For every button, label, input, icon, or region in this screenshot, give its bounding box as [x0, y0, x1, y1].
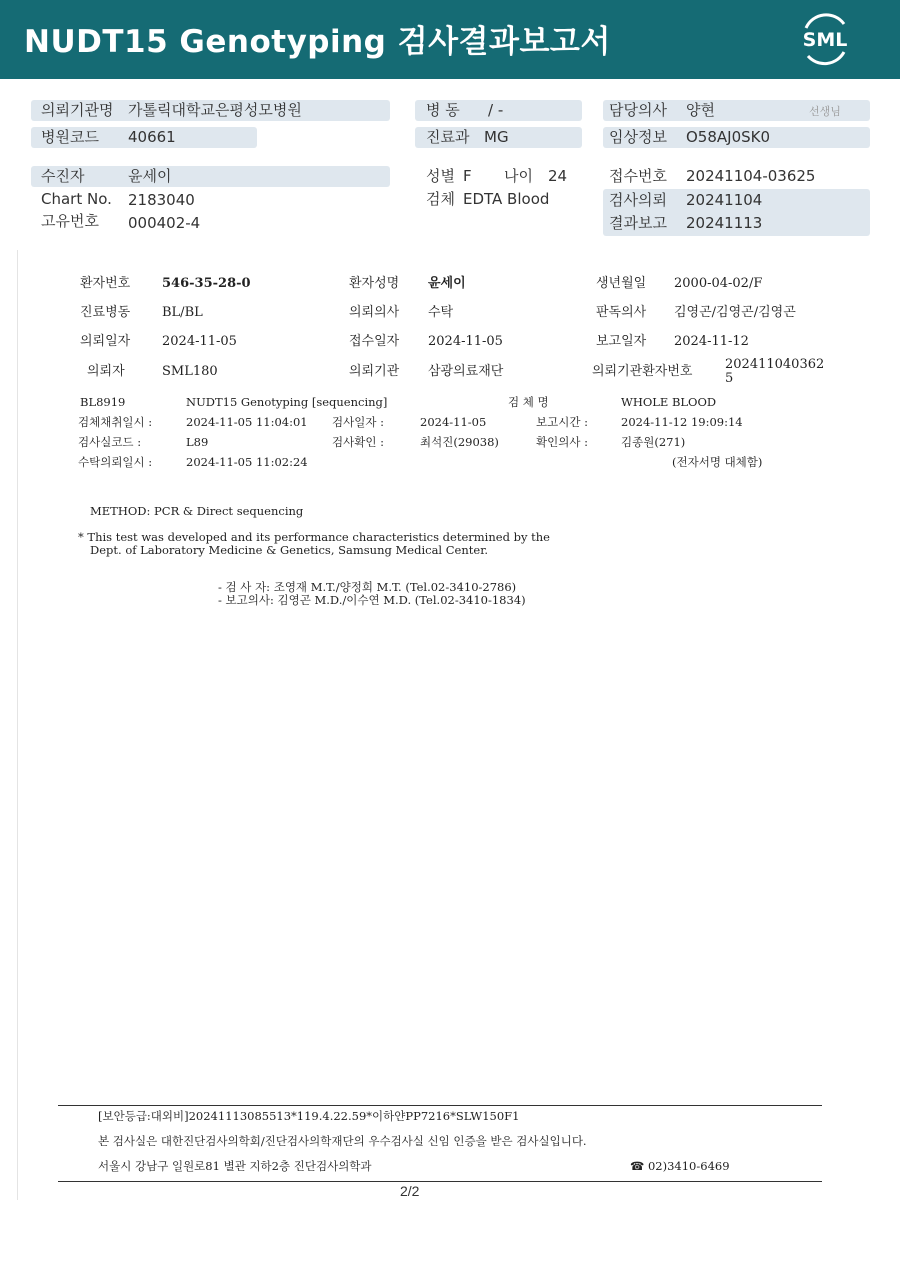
- report-title: NUDT15 Genotyping 검사결과보고서: [24, 24, 611, 60]
- confirm-label: 검사확인 :: [332, 435, 384, 449]
- specimen-value: EDTA Blood: [463, 190, 550, 208]
- doctor-value: 양현: [686, 101, 715, 119]
- svg-text:SML: SML: [802, 29, 848, 51]
- r3-value1: 2024-11-05: [162, 334, 237, 349]
- dept-value: MG: [484, 128, 509, 146]
- chart-label: Chart No.: [41, 190, 112, 208]
- ward-value: / -: [488, 101, 504, 119]
- page-number: 2/2: [400, 1183, 420, 1199]
- receipt-value: 20241104-03625: [686, 167, 816, 185]
- row-bg-patient: [31, 166, 390, 187]
- collect-value: 2024-11-05 11:04:01: [186, 415, 308, 429]
- receipt-label: 접수번호: [609, 167, 667, 185]
- r3-label3: 보고일자: [596, 334, 647, 349]
- outsourced-value: 2024-11-05 11:02:24: [186, 455, 308, 469]
- address-line: 서울시 강남구 일원로81 별관 지하2층 진단검사의학과: [98, 1159, 372, 1173]
- age-label: 나이: [504, 167, 533, 185]
- r1-label2: 환자성명: [349, 276, 400, 291]
- security-line: [보안등급:대외비]20241113085513*119.4.22.59*이하얀PP7216*SLW150F1: [98, 1109, 520, 1123]
- r4-value1: SML180: [162, 364, 218, 379]
- exam-date-value: 2024-11-05: [420, 415, 487, 429]
- r1-value2: 윤세이: [428, 276, 466, 291]
- scanned-report: [17, 250, 883, 1200]
- chart-value: 2183040: [128, 191, 195, 209]
- footer-top-rule: [58, 1105, 822, 1106]
- lab-code-label: 검사실코드 :: [78, 435, 142, 449]
- request-value: 20241104: [686, 191, 763, 209]
- result-label: 결과보고: [609, 214, 667, 232]
- note-line-2: Dept. of Laboratory Medicine & Genetics, Samsung Medical Center.: [90, 543, 489, 557]
- r2-label1: 진료병동: [80, 305, 131, 320]
- hospital-label: 의뢰기관명: [41, 101, 114, 119]
- exam-date-label: 검사일자 :: [332, 415, 384, 429]
- r4-label2: 의뢰기관: [349, 364, 400, 379]
- report-time-label: 보고시간 :: [536, 415, 588, 429]
- phone-line: ☎ 02)3410-6469: [630, 1159, 730, 1173]
- specimen-name-value: WHOLE BLOOD: [621, 395, 717, 409]
- dept-label: 진료과: [426, 128, 470, 146]
- clinical-label: 임상정보: [609, 128, 667, 146]
- tester-line: - 검 사 자: 조영재 M.T./양정희 M.T. (Tel.02-3410-2786): [218, 580, 517, 594]
- request-label: 검사의뢰: [609, 191, 667, 209]
- specimen-label: 검체: [426, 190, 455, 208]
- report-header: [0, 0, 900, 79]
- doctor-suffix: 선생님: [809, 105, 841, 118]
- confirm-doctor-label: 확인의사 :: [536, 435, 588, 449]
- uid-label: 고유번호: [41, 212, 99, 230]
- certification-line: 본 검사실은 대한진단검사의학회/진단검사의학재단의 우수검사실 신임 인증을 받은 검사실입니다.: [98, 1134, 587, 1148]
- r1-value1: 546-35-28-0: [162, 276, 251, 291]
- test-code: BL8919: [80, 395, 126, 409]
- patient-value: 윤세이: [128, 167, 172, 185]
- r4-value3a: 202411040362: [725, 357, 825, 372]
- ward-label: 병 동: [426, 101, 460, 119]
- note-line-1: * This test was developed and its performance characteristics determined by the: [78, 530, 550, 544]
- r3-label1: 의뢰일자: [80, 334, 131, 349]
- outsourced-label: 수탁의뢰일시 :: [78, 455, 153, 469]
- test-name: NUDT15 Genotyping [sequencing]: [186, 395, 388, 409]
- uid-value: 000402-4: [128, 214, 201, 232]
- specimen-name-label: 검 체 명: [508, 395, 549, 409]
- r4-label1: 의뢰자: [87, 364, 125, 379]
- r2-value3: 김영곤/김영곤/김영곤: [674, 305, 796, 320]
- r3-label2: 접수일자: [349, 334, 400, 349]
- r4-value2: 삼광의료재단: [428, 364, 504, 379]
- hospcode-value: 40661: [128, 128, 176, 146]
- report-time-value: 2024-11-12 19:09:14: [621, 415, 743, 429]
- r2-value1: BL/BL: [162, 305, 203, 320]
- footer-bottom-rule: [58, 1181, 822, 1182]
- r4-label3: 의뢰기관환자번호: [592, 364, 693, 379]
- r1-value3: 2000-04-02/F: [674, 276, 763, 291]
- r3-value2: 2024-11-05: [428, 334, 503, 349]
- age-value: 24: [548, 167, 568, 185]
- r4-value3b: 5: [725, 371, 734, 386]
- patient-label: 수진자: [41, 167, 85, 185]
- confirm-value: 최석진(29038): [420, 435, 499, 449]
- r2-label2: 의뢰의사: [349, 305, 400, 320]
- doctor-label: 담당의사: [609, 101, 667, 119]
- r1-label1: 환자번호: [80, 276, 131, 291]
- r1-label3: 생년월일: [596, 276, 647, 291]
- r2-value2: 수탁: [428, 305, 454, 320]
- method-line: METHOD: PCR & Direct sequencing: [90, 504, 304, 518]
- reporter-line: - 보고의사: 김영곤 M.D./이수연 M.D. (Tel.02-3410-1834): [218, 593, 526, 607]
- sex-label: 성별: [426, 167, 455, 185]
- esign-note: (전자서명 대체함): [672, 455, 763, 469]
- r3-value3: 2024-11-12: [674, 334, 749, 349]
- hospcode-label: 병원코드: [41, 128, 99, 146]
- sml-logo-icon: [796, 12, 854, 66]
- clinical-value: O58AJ0SK0: [686, 128, 771, 146]
- hospital-value: 가톨릭대학교은평성모병원: [128, 101, 302, 119]
- confirm-doctor-value: 김종원(271): [621, 435, 686, 449]
- r2-label3: 판독의사: [596, 305, 647, 320]
- result-value: 20241113: [686, 214, 763, 232]
- lab-code-value: L89: [186, 435, 209, 449]
- collect-label: 검체채취일시 :: [78, 415, 153, 429]
- sex-value: F: [463, 167, 472, 185]
